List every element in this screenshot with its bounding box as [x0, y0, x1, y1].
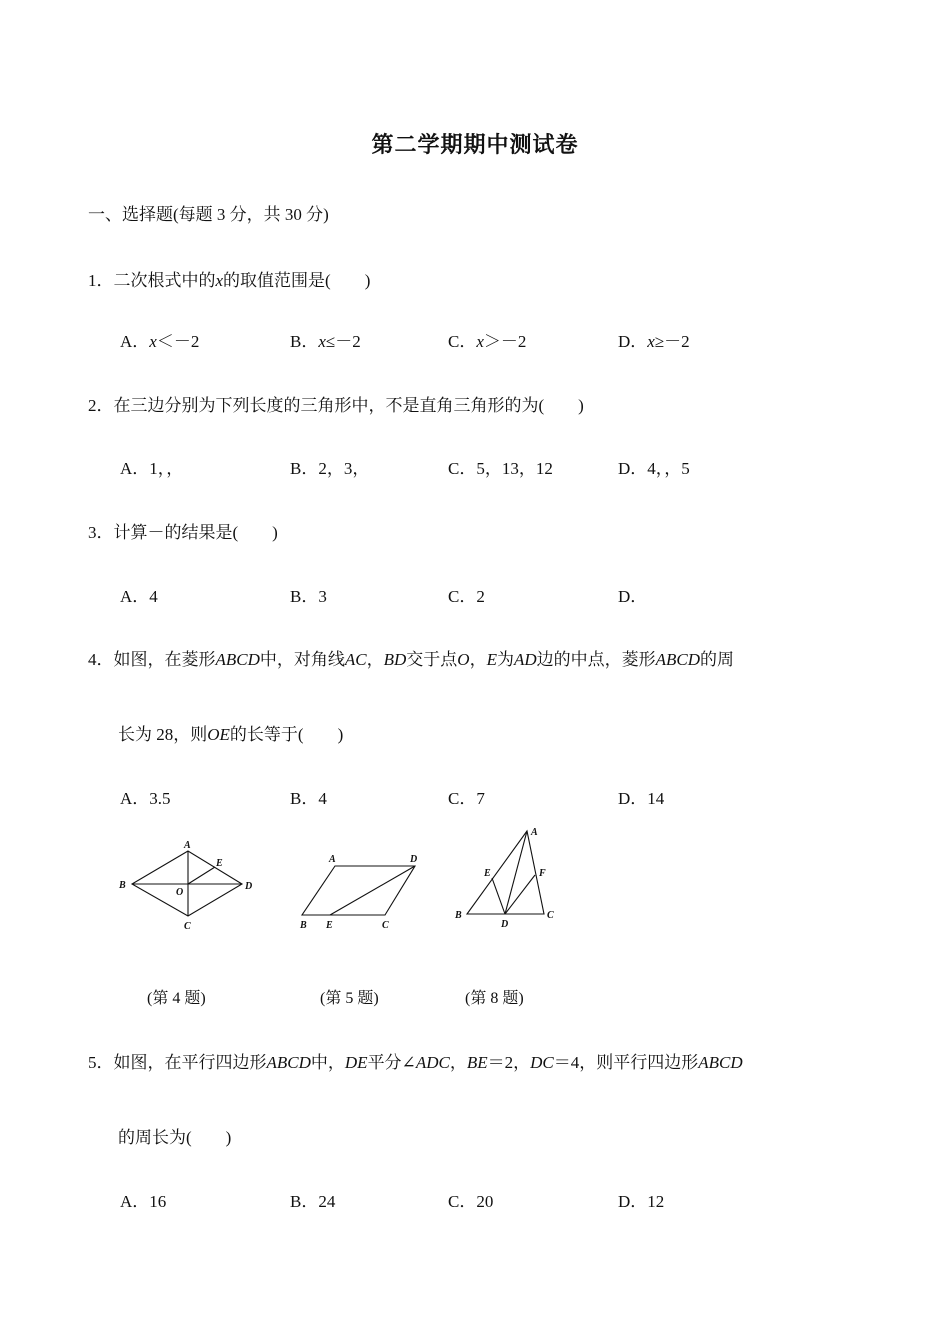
- label-o: O: [176, 887, 184, 898]
- figure-caption: (第 5 题): [320, 990, 379, 1007]
- option-d[interactable]: D．: [618, 587, 648, 606]
- question-1: 1．二次根式中的x的取值范围是( ): [88, 271, 371, 290]
- label-f: F: [539, 868, 546, 879]
- option-c[interactable]: C．x＞－2: [448, 332, 527, 351]
- option-b[interactable]: B．2，3，: [290, 459, 370, 478]
- label-a: A: [531, 827, 538, 838]
- option-d[interactable]: D．4，，5: [618, 459, 690, 478]
- question-text: 的取值范围是(: [223, 271, 331, 290]
- figure-triangle: [467, 831, 544, 914]
- option-c[interactable]: C．7: [448, 789, 485, 808]
- option-a[interactable]: A．1，，: [120, 459, 184, 478]
- option-d[interactable]: D．x≥－2: [618, 332, 690, 351]
- question-3: 3．计算－的结果是( ): [88, 523, 278, 542]
- figure-caption: (第 8 题): [465, 990, 524, 1007]
- option-b[interactable]: B．24: [290, 1192, 336, 1211]
- figure-rhombus: [132, 851, 242, 916]
- question-number: 2．: [88, 396, 114, 415]
- question-4-continued: 长为 28，则OE的长等于( ): [118, 725, 344, 744]
- question-text: 在三边分别为下列长度的三角形中，不是直角三角形的为(: [113, 396, 545, 415]
- label-c: C: [547, 910, 554, 921]
- figure-caption: (第 4 题): [147, 990, 206, 1007]
- option-c[interactable]: C．2: [448, 587, 485, 606]
- option-c[interactable]: C．20: [448, 1192, 494, 1211]
- option-a[interactable]: A．x＜－2: [120, 332, 200, 351]
- figure-parallelogram: [302, 866, 415, 915]
- label-e: E: [216, 858, 223, 869]
- label-c: C: [382, 920, 389, 931]
- math-var: x: [215, 271, 224, 290]
- label-e: E: [484, 868, 491, 879]
- option-b[interactable]: B．x≤－2: [290, 332, 361, 351]
- label-e: E: [326, 920, 333, 931]
- label-a: A: [184, 840, 191, 851]
- label-d: D: [501, 919, 509, 930]
- option-a[interactable]: A．3.5: [120, 789, 171, 808]
- geometry-figures: [110, 826, 570, 936]
- question-4: 4．如图，在菱形ABCD中，对角线AC，BD交于点O，E为AD边的中点，菱形ABCD的周: [88, 650, 735, 669]
- label-b: B: [455, 910, 462, 921]
- question-5-continued: 的周长为( ): [118, 1128, 232, 1147]
- label-a: A: [329, 854, 336, 865]
- section-heading: 一、选择题(每题 3 分，共 30 分): [88, 205, 329, 224]
- label-b: B: [300, 920, 307, 931]
- question-5: 5．如图，在平行四边形ABCD中，DE平分∠ADC，BE＝2，DC＝4，则平行四边形ABCD: [88, 1053, 743, 1072]
- option-d[interactable]: D．12: [618, 1192, 665, 1211]
- label-c: C: [184, 921, 191, 932]
- question-number: 1．: [88, 271, 114, 290]
- question-number: 3．: [88, 523, 114, 542]
- option-b[interactable]: B．4: [290, 789, 327, 808]
- label-d: D: [245, 881, 253, 892]
- label-d: D: [410, 854, 418, 865]
- page-title: 第二学期期中测试卷: [371, 133, 579, 158]
- question-text: 二次根式中的: [113, 271, 216, 290]
- question-text: 计算－的结果是(: [113, 523, 239, 542]
- option-a[interactable]: A．16: [120, 1192, 167, 1211]
- question-2: 2．在三边分别为下列长度的三角形中，不是直角三角形的为( ): [88, 396, 584, 415]
- option-c[interactable]: C．5，13，12: [448, 459, 553, 478]
- label-b: B: [119, 880, 126, 891]
- option-a[interactable]: A．4: [120, 587, 158, 606]
- option-b[interactable]: B．3: [290, 587, 327, 606]
- option-d[interactable]: D．14: [618, 789, 665, 808]
